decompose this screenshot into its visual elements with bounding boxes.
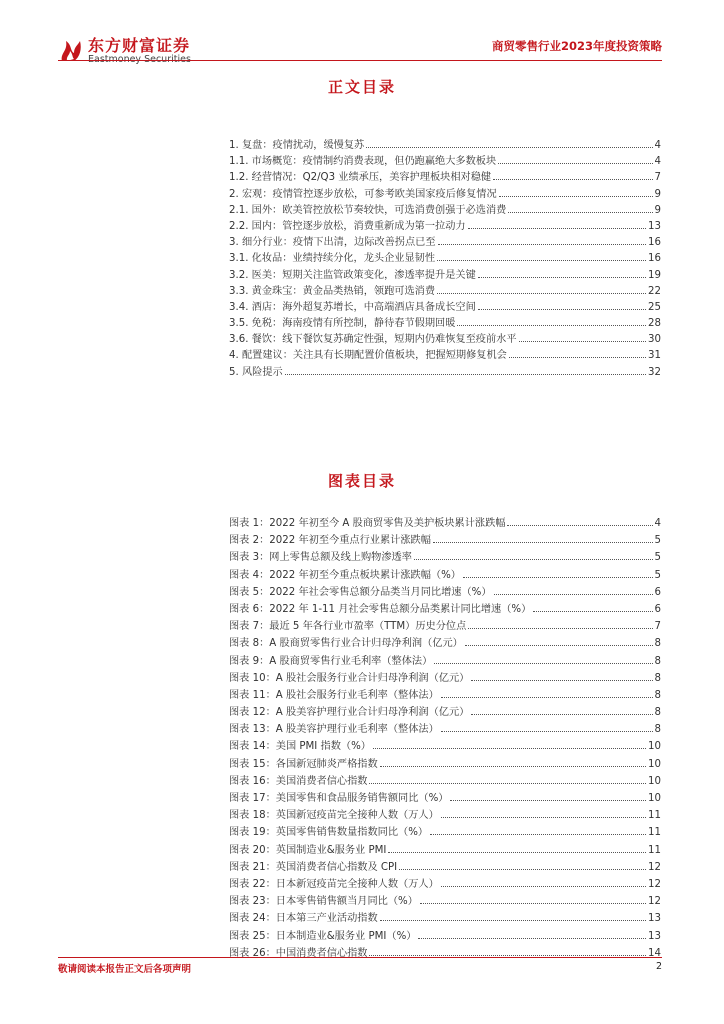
figure-entry-page: 4 (654, 518, 661, 529)
toc-entry[interactable] (229, 346, 661, 362)
dot-leader (508, 212, 652, 213)
figure-entry[interactable] (229, 789, 661, 806)
toc-entry[interactable] (229, 136, 661, 152)
figure-entry-page: 12 (648, 878, 661, 890)
dot-leader (519, 341, 646, 342)
dot-leader (498, 163, 652, 164)
figure-entry[interactable] (229, 772, 661, 789)
figure-entry[interactable] (229, 858, 661, 875)
figure-entry[interactable] (229, 875, 661, 892)
figure-entry-page: 8 (654, 689, 661, 701)
dot-leader (285, 374, 646, 375)
dot-leader (369, 783, 646, 784)
dot-leader (471, 680, 652, 681)
dot-leader (441, 886, 646, 887)
figure-entry-page: 8 (654, 707, 661, 719)
figure-entry-title: 图表 5：2022 年社会零售总额分品类当月同比增速（%） (229, 586, 492, 598)
header-divider (58, 60, 662, 61)
figure-entry-title: 图表 23：日本零售销售额当月同比（%） (229, 896, 418, 908)
figure-entry-title: 图表 20：英国制造业&服务业 PMI (229, 844, 387, 856)
dot-leader (433, 542, 653, 543)
toc-entry-title: 3.4. 酒店：海外超复苏增长，中高端酒店具备成长空间 (229, 301, 476, 313)
figure-entry-title: 图表 19：英国零售销售数量指数同比（%） (229, 827, 429, 839)
figure-entry-page: 12 (648, 861, 661, 873)
toc-entry-title: 3.6. 餐饮：线下餐饮复苏确定性强，短期内仍难恢复至疫前水平 (229, 334, 517, 346)
page-number: 2 (655, 961, 662, 972)
figure-entry[interactable] (229, 703, 661, 720)
figure-entry-title: 图表 12：A 股美容护理行业合计归母净利润（亿元） (229, 707, 470, 719)
figure-entry-title: 图表 11：A 股社会服务行业毛利率（整体法） (229, 689, 439, 701)
figure-entry-page: 10 (648, 741, 661, 753)
toc-entry-page: 9 (654, 188, 661, 200)
dot-leader (441, 817, 646, 818)
toc-entry-page: 13 (648, 220, 661, 232)
figure-entry-page: 5 (654, 552, 661, 564)
dot-leader (468, 228, 646, 229)
figure-entry-page: 8 (654, 655, 661, 667)
figure-entry-title: 图表 6：2022 年 1-11 月社会零售总额分品类累计同比增速（%） (229, 603, 532, 615)
toc-entry-page: 31 (648, 350, 661, 362)
figure-entry-title: 图表 21：英国消费者信心指数及 CPI (229, 861, 398, 873)
figure-entry-title: 图表 13：A 股美容护理行业毛利率（整体法） (229, 724, 439, 736)
figure-entry-title: 图表 16：美国消费者信心指数 (229, 775, 368, 787)
figure-entry[interactable] (229, 909, 661, 926)
dot-leader (418, 938, 646, 939)
dot-leader (373, 748, 646, 749)
toc-entry[interactable] (229, 266, 661, 282)
figure-entry-page: 13 (648, 913, 661, 925)
toc-entry[interactable] (229, 152, 661, 168)
figure-entry[interactable] (229, 823, 661, 840)
toc-entry[interactable] (229, 363, 661, 379)
figure-entry-title: 图表 17：美国零售和食品服务销售额同比（%） (229, 793, 449, 804)
figure-entry-title: 图表 22：日本新冠疫苗完全接种人数（万人） (229, 878, 439, 890)
dot-leader (509, 357, 646, 358)
figure-entry[interactable] (229, 927, 661, 944)
figure-entry-title: 图表 1：2022 年初至今 A 股商贸零售及美护板块累计涨跌幅 (229, 518, 506, 529)
toc-entry[interactable] (229, 249, 661, 265)
dot-leader (438, 244, 647, 245)
figure-entry-page: 6 (654, 586, 661, 598)
figure-entry[interactable] (229, 806, 661, 823)
figure-entry-page: 8 (654, 638, 661, 650)
figure-entry[interactable] (229, 514, 661, 531)
dot-leader (499, 196, 653, 197)
toc-list (229, 136, 661, 379)
logo-text-en: Eastmoney Securities (88, 54, 191, 65)
figure-entry-title: 图表 26：中国消费者信心指数 (229, 947, 368, 959)
figures-list (229, 514, 661, 961)
figure-entry-page: 11 (648, 844, 661, 856)
document-title: 商贸零售行业2023年度投资策略 (491, 39, 662, 53)
figure-entry-title: 图表 3：网上零售总额及线上购物渗透率 (229, 552, 412, 564)
toc-entry-page: 16 (648, 253, 661, 265)
toc-entry[interactable] (229, 330, 661, 346)
toc-entry-title: 2.2. 国内：管控逐步放松，消费重新成为第一拉动力 (229, 220, 466, 232)
figure-entry-page: 5 (654, 535, 661, 547)
dot-leader (533, 611, 652, 612)
toc-entry-title: 1.2. 经营情况：Q2/Q3 业绩承压，美容护理板块相对稳健 (229, 172, 492, 184)
figure-entry-title: 图表 25：日本制造业&服务业 PMI（%） (229, 930, 417, 942)
dot-leader (493, 179, 652, 180)
toc-entry[interactable] (229, 298, 661, 314)
dot-leader (399, 869, 646, 870)
figure-entry-title: 图表 18：英国新冠疫苗完全接种人数（万人） (229, 810, 439, 822)
disclaimer-note: 敬请阅读本报告正文后各项声明 (58, 964, 192, 975)
figure-entry[interactable] (229, 531, 661, 548)
figure-entry-title: 图表 14：美国 PMI 指数（%） (229, 741, 371, 753)
company-logo (58, 33, 208, 69)
figure-entry-title: 图表 24：日本第三产业活动指数 (229, 913, 378, 925)
dot-leader (366, 147, 652, 148)
dot-leader (430, 834, 646, 835)
toc-entry-page: 28 (648, 318, 661, 330)
dot-leader (414, 559, 653, 560)
dot-leader (468, 628, 652, 629)
toc-entry[interactable] (229, 185, 661, 201)
toc-entry-page: 4 (654, 156, 661, 168)
dot-leader (478, 277, 646, 278)
toc-entry-title: 3.5. 免税：海南疫情有所控制，静待春节假期回暖 (229, 318, 456, 330)
figures-heading: 图表目录 (327, 472, 396, 490)
dot-leader (478, 309, 646, 310)
toc-heading: 正文目录 (327, 78, 396, 96)
dot-leader (441, 731, 653, 732)
figure-entry-page: 10 (648, 793, 661, 804)
figure-entry-title: 图表 8：A 股商贸零售行业合计归母净利润（亿元） (229, 638, 463, 650)
dot-leader (441, 697, 653, 698)
toc-entry-title: 1. 复盘：疫情扰动，缓慢复苏 (229, 140, 365, 151)
figure-entry-page: 10 (648, 758, 661, 770)
dot-leader (437, 260, 646, 261)
toc-entry-page: 4 (654, 140, 661, 151)
toc-entry[interactable] (229, 233, 661, 249)
figure-entry[interactable] (229, 566, 661, 583)
figure-entry-title: 图表 15：各国新冠肺炎严格指数 (229, 758, 378, 770)
figure-entry-title: 图表 4：2022 年初至今重点板块累计涨跌幅（%） (229, 569, 461, 581)
dot-leader (380, 920, 646, 921)
toc-entry[interactable] (229, 314, 661, 330)
figure-entry-page: 5 (654, 569, 661, 581)
toc-entry-title: 3.1. 化妆品：业绩持续分化，龙头企业显韧性 (229, 253, 436, 265)
dot-leader (507, 525, 652, 526)
figure-entry-title: 图表 10：A 股社会服务行业合计归母净利润（亿元） (229, 672, 470, 684)
toc-entry-page: 32 (648, 366, 661, 378)
figure-entry-page: 13 (648, 930, 661, 942)
figure-entry[interactable] (229, 944, 661, 961)
toc-entry-page: 25 (648, 301, 661, 313)
toc-entry-page: 7 (654, 172, 661, 184)
toc-entry-title: 2. 宏观：疫情管控逐步放松，可参考欧美国家疫后修复情况 (229, 188, 497, 200)
figure-entry-page: 11 (648, 810, 661, 822)
figure-entry-page: 14 (648, 947, 661, 959)
toc-entry-title: 3.2. 医美：短期关注监管政策变化，渗透率提升是关键 (229, 269, 476, 281)
figure-entry-page: 11 (648, 827, 661, 839)
dot-leader (465, 645, 653, 646)
footer-divider (58, 957, 662, 958)
dot-leader (463, 577, 653, 578)
toc-entry-title: 4. 配置建议：关注具有长期配置价值板块，把握短期修复机会 (229, 350, 507, 362)
figure-entry[interactable] (229, 600, 661, 617)
figure-entry-page: 6 (654, 603, 661, 615)
dot-leader (457, 325, 646, 326)
toc-entry[interactable] (229, 217, 661, 233)
figure-entry-title: 图表 2：2022 年初至今重点行业累计涨跌幅 (229, 535, 431, 547)
toc-entry[interactable] (229, 201, 661, 217)
figure-entry[interactable] (229, 686, 661, 703)
toc-entry-page: 19 (648, 269, 661, 281)
dot-leader (471, 714, 652, 715)
figure-entry[interactable] (229, 755, 661, 772)
dot-leader (437, 293, 646, 294)
toc-entry[interactable] (229, 282, 661, 298)
figure-entry[interactable] (229, 892, 661, 909)
logo-text-cn: 东方财富证券 (88, 36, 191, 55)
dot-leader (380, 766, 646, 767)
dot-leader (494, 594, 653, 595)
toc-entry-title: 5. 风险提示 (229, 366, 283, 378)
figure-entry-page: 8 (654, 672, 661, 684)
figure-entry-page: 7 (654, 621, 661, 633)
figure-entry[interactable] (229, 720, 661, 737)
figure-entry-page: 8 (654, 724, 661, 736)
toc-entry-page: 9 (654, 204, 661, 216)
toc-entry-title: 3.3. 黄金珠宝：黄金品类热销，领跑可选消费 (229, 285, 436, 297)
figure-entry-page: 10 (648, 775, 661, 787)
dot-leader (450, 800, 646, 801)
figure-entry[interactable] (229, 583, 661, 600)
toc-entry-page: 22 (648, 285, 661, 297)
figure-entry[interactable] (229, 617, 661, 634)
figure-entry[interactable] (229, 669, 661, 686)
dot-leader (388, 852, 646, 853)
figure-entry[interactable] (229, 737, 661, 754)
figure-entry[interactable] (229, 548, 661, 565)
figure-entry[interactable] (229, 841, 661, 858)
figure-entry-title: 图表 9：A 股商贸零售行业毛利率（整体法） (229, 655, 433, 667)
toc-entry-title: 3. 细分行业：疫情下出清，边际改善拐点已至 (229, 237, 436, 249)
toc-entry[interactable] (229, 168, 661, 184)
figure-entry[interactable] (229, 652, 661, 669)
toc-entry-page: 30 (648, 334, 661, 346)
toc-entry-title: 1.1. 市场概览：疫情制约消费表现，但仍跑赢绝大多数板块 (229, 156, 497, 168)
dot-leader (434, 663, 652, 664)
figure-entry-page: 12 (648, 896, 661, 908)
dot-leader (420, 903, 646, 904)
toc-entry-title: 2.1. 国外：欧美管控放松节奏较快，可选消费创强于必选消费 (229, 204, 507, 216)
toc-entry-page: 16 (648, 237, 661, 249)
figure-entry[interactable] (229, 634, 661, 651)
figure-entry-title: 图表 7：最近 5 年各行业市盈率（TTM）历史分位点 (229, 621, 467, 633)
dot-leader (369, 955, 646, 956)
